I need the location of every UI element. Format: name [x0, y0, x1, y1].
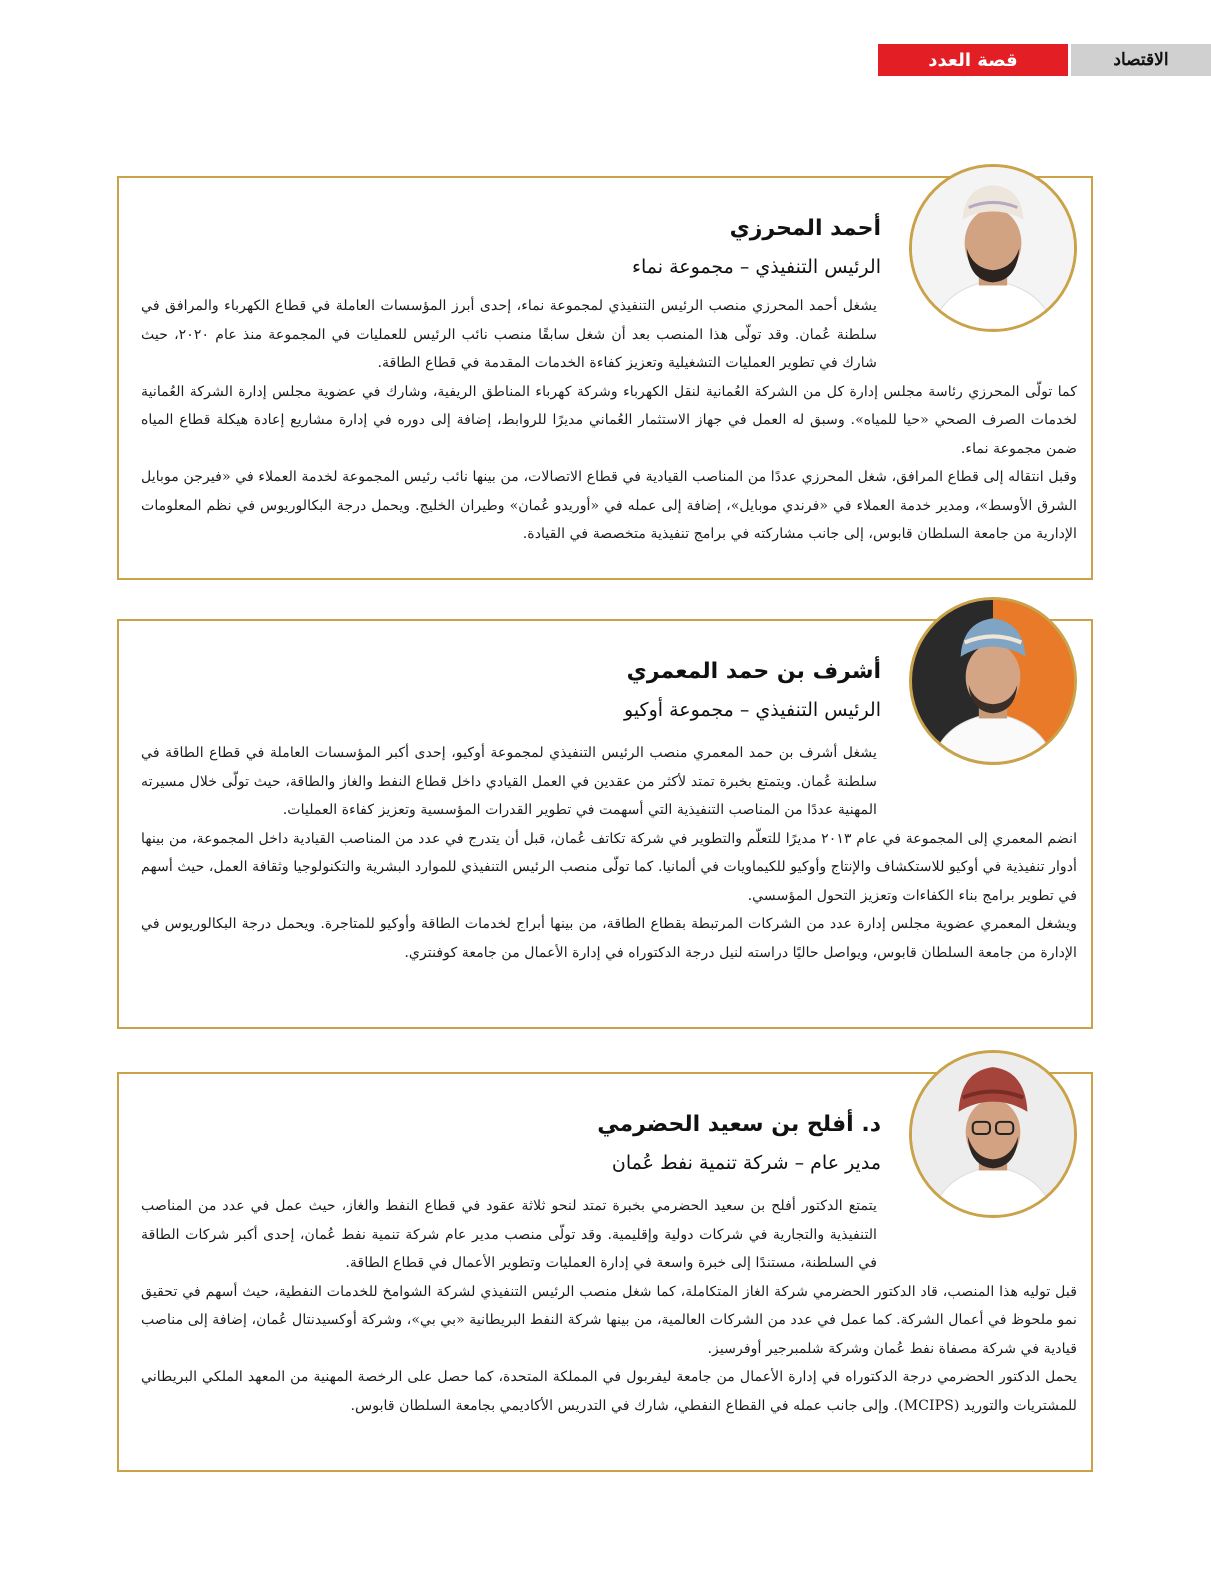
- profile-bio: [141, 292, 1077, 549]
- profile-card: [117, 176, 1093, 580]
- masthead-title: الاقتصاد: [1113, 50, 1169, 70]
- portrait-wrap-spacer: [877, 739, 1077, 799]
- portrait-3-image: [912, 1053, 1074, 1215]
- section-tag: [878, 44, 1068, 76]
- profile-role: مدير عام – شركة تنمية نفط عُمان: [611, 1152, 881, 1174]
- portrait-2-image: [912, 600, 1074, 762]
- bio-paragraph: ويشغل المعمري عضوية مجلس إدارة عدد من الشركات المرتبطة بقطاع الطاقة، من بينها أبراج لخدمات الطاقة وأوكيو للمتاجرة. ويحمل درجة البكالوريوس في الإدارة من جامعة السلطان قابوس، ويواصل حاليًا دراسته لنيل درجة الدكتوراه في إدارة الأعمال من جامعة كوفنتري.: [141, 916, 1077, 961]
- portrait-wrap-spacer: [877, 1192, 1077, 1252]
- bio-paragraph: يشغل أحمد المحرزي منصب الرئيس التنفيذي لمجموعة نماء، إحدى أبرز المؤسسات العاملة في قطاع الكهرباء والمرافق في سلطنة عُمان. وقد تولّى هذا المنصب بعد أن شغل سابقًا منصب نائب الرئيس للعمليات في المجموعة منذ عام ٢٠٢٠، حيث شارك في تطوير العمليات التشغيلية وتعزيز كفاءة الخدمات المقدمة في قطاع الطاقة.: [141, 298, 877, 371]
- bio-paragraph: يتمتع الدكتور أفلح بن سعيد الحضرمي بخبرة تمتد لنحو ثلاثة عقود في قطاع النفط والغاز، حيث عمل في عدد من المناصب التنفيذية والتجارية في شركات دولية وإقليمية. وقد تولّى منصب مدير عام شركة تنمية نفط عُمان، إحدى أكبر شركات الطاقة في السلطنة، مستندًا إلى خبرة واسعة في إدارة العمليات وتطوير الأعمال في قطاع الطاقة.: [141, 1198, 877, 1271]
- profile-role: الرئيس التنفيذي – مجموعة أوكيو: [624, 699, 881, 721]
- page-header: [0, 44, 1211, 76]
- profile-card: [117, 619, 1093, 1029]
- bio-paragraph: انضم المعمري إلى المجموعة في عام ٢٠١٣ مديرًا للتعلّم والتطوير في شركة تكاتف عُمان، قبل أن يتدرج في عدد من المناصب القيادية داخل المجموعة، من بينها أدوار تنفيذية في أوكيو للاستكشاف والإنتاج وأوكيو للكيماويات في ألمانيا. كما تولّى منصب الرئيس التنفيذي للموارد البشرية والتكنولوجيا وثقافة العمل، حيث أسهم في تطوير برامج بناء الكفاءات وتعزيز التحول المؤسسي.: [141, 830, 1078, 904]
- bio-paragraph: يحمل الدكتور الحضرمي درجة الدكتوراه في إدارة الأعمال من جامعة ليفربول في المملكة المتحدة، كما حصل على الرخصة المهنية من المعهد الملكي البريطاني للمشتريات والتوريد (MCIPS). وإلى جانب عمله في القطاع النفطي، شارك في التدريس الأكاديمي بجامعة السلطان قابوس.: [141, 1369, 1077, 1414]
- profile-role: الرئيس التنفيذي – مجموعة نماء: [632, 256, 881, 278]
- profile-bio: [141, 1192, 1077, 1420]
- profile-name: أحمد المحرزي: [729, 216, 881, 241]
- section-label: قصة العدد: [928, 49, 1018, 71]
- portrait-wrap-spacer: [877, 292, 1077, 352]
- masthead-logo: [1071, 44, 1211, 76]
- bio-paragraph: قبل توليه هذا المنصب، قاد الدكتور الحضرمي شركة الغاز المتكاملة، كما شغل منصب الرئيس التنفيذي لشركة الشوامخ للخدمات النفطية، حيث أسهم في تحقيق نمو ملحوظ في أعمال الشركة. كما عمل في عدد من الشركات العالمية، من بينها شركة النفط البريطانية «بي بي»، وشركة أوكسيدنتال عُمان، إضافة إلى مناصب قيادية في شركة مصفاة نفط عُمان وشركة شلمبرجير أوفرسيز.: [141, 1283, 1077, 1357]
- profile-bio: [141, 739, 1077, 967]
- bio-paragraph: يشغل أشرف بن حمد المعمري منصب الرئيس التنفيذي لمجموعة أوكيو، إحدى أكبر المؤسسات العاملة في قطاع الطاقة في سلطنة عُمان. ويتمتع بخبرة تمتد لأكثر من عقدين في العمل القيادي داخل قطاع النفط والغاز والطاقة، حيث تولّى خلال مسيرته المهنية عددًا من المناصب التنفيذية التي أسهمت في تطوير القدرات المؤسسية وتعزيز كفاءة العمليات.: [141, 745, 877, 818]
- profile-name: أشرف بن حمد المعمري: [626, 659, 881, 684]
- bio-paragraph: وقبل انتقاله إلى قطاع المرافق، شغل المحرزي عددًا من المناصب القيادية في قطاع الاتصالات، من بينها نائب رئيس المجموعة لخدمة العملاء في «فيرجن موبايل الشرق الأوسط»، ومدير خدمة العملاء في «فرندي موبايل»، إضافة إلى عمله في «أوريدو عُمان» وطيران الخليج. ويحمل درجة البكالوريوس في نظم المعلومات الإدارية من جامعة السلطان قابوس، إلى جانب مشاركته في برامج تنفيذية متخصصة في القيادة.: [141, 469, 1077, 542]
- profile-card: [117, 1072, 1093, 1472]
- bio-paragraph: كما تولّى المحرزي رئاسة مجلس إدارة كل من الشركة العُمانية لنقل الكهرباء وشركة كهرباء المناطق الريفية، وشارك في عضوية مجلس إدارة الشركة العُمانية لخدمات الصرف الصحي «حيا للمياه». وسبق له العمل في جهاز الاستثمار العُماني مديرًا للروابط، إضافة إلى دوره في إدارة مشاريع إعادة هيكلة قطاع المياه ضمن مجموعة نماء.: [141, 383, 1077, 457]
- profile-name: د. أفلح بن سعيد الحضرمي: [597, 1112, 881, 1137]
